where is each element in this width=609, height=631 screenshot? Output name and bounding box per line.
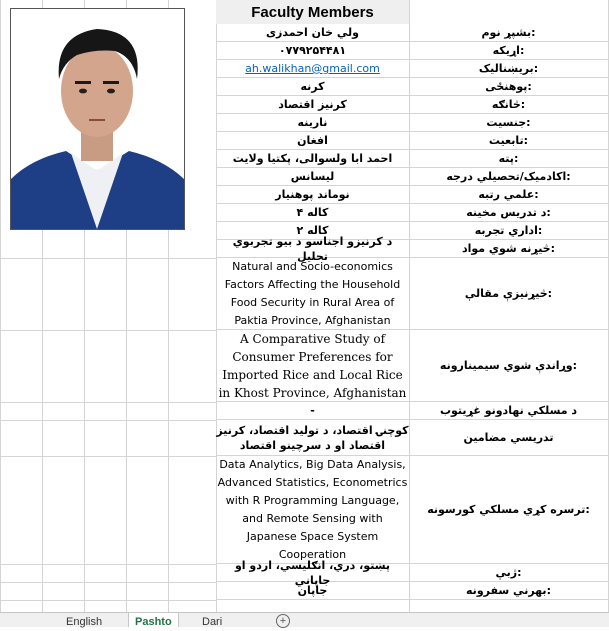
grid-line — [0, 258, 216, 259]
email-link[interactable]: ah.walikhan@gmail.com — [245, 62, 380, 75]
value-cell[interactable] — [216, 234, 409, 263]
label-cell[interactable] — [409, 24, 608, 42]
label-cell[interactable] — [409, 582, 608, 600]
label-cell[interactable] — [409, 78, 608, 96]
label-cell[interactable] — [409, 456, 608, 564]
grid-line — [0, 564, 216, 565]
grid-line — [0, 402, 216, 403]
grid-line — [0, 582, 216, 583]
label-text: بریښنالیک: — [478, 62, 539, 75]
value-text: کرنه — [300, 80, 325, 93]
value-cell[interactable] — [216, 456, 409, 564]
sheet-tab-bar — [0, 612, 609, 627]
label-text: د تدریس مخینه: — [466, 206, 551, 219]
value-text: کوچنۍ اقتصاد، د تولید اقتصاد، کرنیز اقتصاد او د سرچینو اقتصاد — [216, 423, 409, 452]
value-text: A Comparative Study of Consumer Preferences for Imported Rice and Local Rice in Khost Province, Afghanistan — [218, 331, 407, 400]
label-text: بشپړ نوم: — [481, 26, 536, 39]
grid-line — [0, 330, 216, 331]
label-cell[interactable] — [409, 168, 608, 186]
label-cell[interactable] — [409, 204, 608, 222]
value-cell[interactable] — [216, 60, 409, 78]
label-cell[interactable] — [409, 132, 608, 150]
value-cell[interactable] — [216, 204, 409, 222]
value-cell[interactable] — [216, 24, 409, 42]
label-cell[interactable] — [409, 186, 608, 204]
tab-dari[interactable]: Dari — [202, 616, 223, 628]
label-text: اړیکه: — [492, 44, 525, 57]
label-cell[interactable] — [409, 114, 608, 132]
value-text: Data Analytics, Big Data Analysis, Advanced Statistics, Econometrics with R Programming Language, and Remote Sensing with Japanese Space System Cooperation — [217, 457, 408, 561]
value-text: ولي خان احمدزی — [265, 26, 360, 39]
label-text: وړاندې شوي سیمینارونه: — [439, 359, 578, 372]
value-text: پښتو، دري، انګلیسي، اردو او جاپاني — [234, 558, 391, 587]
label-cell[interactable] — [409, 150, 608, 168]
value-cell[interactable] — [216, 150, 409, 168]
label-text: څانګه: — [491, 98, 526, 111]
label-text: اداري تجربه: — [474, 224, 543, 237]
profile-photo — [10, 8, 185, 230]
tab-english[interactable]: English — [66, 616, 103, 628]
value-text: - — [310, 404, 315, 417]
value-text: کرنیز اقتصاد — [278, 98, 347, 111]
label-cell[interactable] — [409, 258, 608, 330]
label-text: ژبې: — [495, 566, 522, 579]
sheet-title: Faculty Members — [216, 0, 409, 24]
value-cell[interactable] — [216, 582, 409, 600]
value-cell[interactable] — [216, 42, 409, 60]
label-text: ترسره کړي مسلکي کورسونه: — [427, 503, 590, 516]
value-text: احمد ابا ولسوالی، پکتیا ولایت — [232, 152, 393, 165]
label-text: تابعیت: — [488, 134, 529, 147]
value-cell[interactable] — [216, 96, 409, 114]
grid-line — [0, 456, 216, 457]
value-cell[interactable] — [216, 132, 409, 150]
label-text: پوهنځی: — [485, 80, 532, 93]
label-cell[interactable] — [409, 420, 608, 456]
value-text: ۰۷۷۹۲۵۴۴۸۱ — [278, 44, 347, 57]
value-text: افغان — [297, 134, 328, 147]
value-text: د کرنیزو اجناسو د بیو تجربوي تحلیل — [232, 234, 393, 263]
label-text: علمي رتبه: — [478, 188, 539, 201]
value-cell[interactable] — [216, 114, 409, 132]
tab-pashto[interactable]: Pashto — [128, 613, 179, 627]
label-cell[interactable] — [409, 96, 608, 114]
value-cell[interactable] — [216, 78, 409, 96]
label-text: پته: — [498, 152, 519, 165]
label-cell[interactable] — [409, 60, 608, 78]
label-text: د مسلکي نهادونو غړیتوب — [439, 404, 578, 417]
value-cell[interactable] — [216, 258, 409, 330]
value-cell[interactable] — [216, 168, 409, 186]
label-cell[interactable] — [409, 564, 608, 582]
value-cell[interactable] — [216, 186, 409, 204]
value-text: جاپان — [297, 584, 328, 597]
value-cell[interactable] — [216, 558, 409, 587]
value-text: نوماند پوهنیار — [275, 188, 350, 201]
label-cell[interactable] — [409, 330, 608, 402]
value-text: لیسانس — [290, 170, 335, 183]
add-sheet-icon[interactable]: + — [276, 614, 290, 628]
label-text: تدریسي مضامین — [463, 431, 554, 444]
label-text: جنسیت: — [486, 116, 531, 129]
label-text: اکادمیک/تحصیلي درجه: — [446, 170, 571, 183]
label-cell[interactable] — [409, 222, 608, 240]
label-text: بهرني سفرونه: — [466, 584, 551, 597]
value-cell[interactable] — [216, 402, 409, 420]
value-text: نارینه — [297, 116, 328, 129]
value-text: کاله ۲ — [296, 224, 329, 237]
label-text: څیړنیزې مقالې: — [464, 287, 553, 300]
grid-line — [0, 420, 216, 421]
label-cell[interactable] — [409, 402, 608, 420]
value-cell[interactable] — [216, 330, 409, 402]
label-text: څیړنه شوي مواد: — [461, 242, 556, 255]
grid-line — [0, 600, 216, 601]
label-cell[interactable] — [409, 42, 608, 60]
label-cell[interactable] — [409, 240, 608, 258]
value-text: کاله ۴ — [296, 206, 329, 219]
value-text: Natural and Socio-economics Factors Affecting the Household Food Security in Rural Area of Paktia Province, Afghanistan — [224, 259, 401, 327]
value-cell[interactable] — [216, 420, 409, 456]
